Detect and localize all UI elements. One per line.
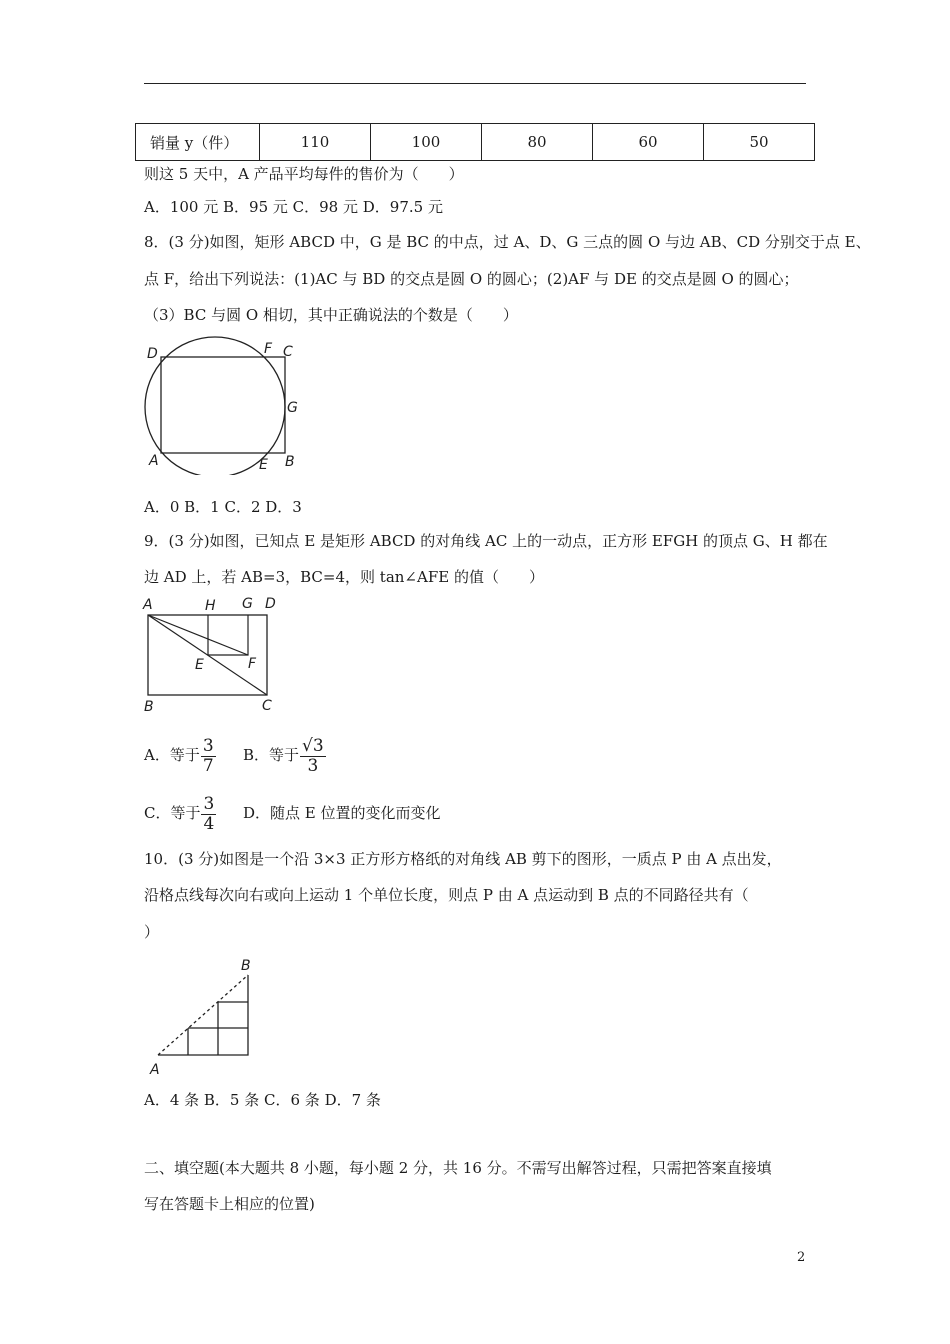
q8-line2: 点 F，给出下列说法：(1)AC 与 BD 的交点是圆 O 的圆心；(2)AF 与 DE 的交点是圆 O 的圆心； <box>144 270 799 288</box>
q10-label-a: A <box>150 1062 160 1078</box>
q7-options: A．100 元 B．95 元 C．98 元 D．97.5 元 <box>144 198 443 216</box>
q8-options: A．0 B．1 C．2 D．3 <box>144 498 302 516</box>
table-row <box>136 124 815 161</box>
q8-label-f: F <box>264 341 273 357</box>
q9-label-d: D <box>265 596 276 612</box>
header-rule <box>144 83 806 84</box>
q8-label-e: E <box>259 457 268 473</box>
q8-label-a: A <box>149 453 159 469</box>
q10-diagonal-ab <box>158 975 248 1055</box>
q9-option-b-prefix: B．等于 <box>243 746 300 764</box>
table-cell: 50 <box>704 124 815 161</box>
q9-label-b: B <box>144 699 154 715</box>
q8-circle <box>145 337 285 475</box>
q9-option-b-fraction <box>300 737 326 776</box>
table-header-cell: 销量 y（件） <box>136 124 260 161</box>
q9-line2: 边 AD 上，若 AB=3，BC=4，则 tan∠AFE 的值（ ） <box>144 568 544 586</box>
sales-table <box>135 123 815 161</box>
q9-option-d: D．随点 E 位置的变化而变化 <box>243 804 441 822</box>
q9-option-c <box>144 793 216 834</box>
q8-label-b: B <box>285 454 295 470</box>
q9-option-a-fraction <box>201 737 216 776</box>
section2-line1: 二、填空题(本大题共 8 小题，每小题 2 分，共 16 分。不需写出解答过程，只需把答案直接填 <box>144 1159 772 1177</box>
q10-line1: 10．(3 分)如图是一个沿 3×3 正方形方格纸的对角线 AB 剪下的图形，一质点 P 由 A 点出发， <box>144 850 782 868</box>
fraction-numerator: 3 <box>202 735 214 756</box>
fraction-denominator: 7 <box>202 755 214 776</box>
q7-stem: 则这 5 天中，A 产品平均每件的售价为（ ） <box>144 165 464 183</box>
table-cell: 60 <box>593 124 704 161</box>
q8-label-d: D <box>147 346 158 362</box>
fraction-denominator: 4 <box>203 813 215 834</box>
q9-figure <box>135 593 290 718</box>
q8-figure <box>135 335 310 475</box>
q8-label-c: C <box>283 344 293 360</box>
q9-label-h: H <box>205 598 216 614</box>
q8-label-g: G <box>287 400 298 416</box>
table-cell: 80 <box>482 124 593 161</box>
q10-options: A．4 条 B．5 条 C．6 条 D．7 条 <box>144 1091 381 1109</box>
q9-label-c: C <box>262 698 272 714</box>
q10-line2: 沿格点线每次向右或向上运动 1 个单位长度，则点 P 由 A 点运动到 B 点的不同路径共有（ <box>144 886 749 904</box>
q9-option-a <box>144 735 216 776</box>
table-cell: 110 <box>260 124 371 161</box>
q9-label-g: G <box>242 596 253 612</box>
q9-label-e: E <box>195 657 204 673</box>
q9-option-c-fraction <box>201 795 216 834</box>
fraction-numerator: √3 <box>302 735 324 756</box>
q9-square <box>208 615 248 655</box>
q9-option-c-prefix: C．等于 <box>144 804 201 822</box>
q9-label-f: F <box>248 656 257 672</box>
page-number: 2 <box>797 1250 806 1265</box>
fraction-numerator: 3 <box>203 793 215 814</box>
q10-label-b: B <box>241 958 251 974</box>
q9-option-b <box>243 735 326 776</box>
q10-line3: ） <box>144 923 160 941</box>
q9-option-a-prefix: A．等于 <box>144 746 200 764</box>
q8-line1: 8．(3 分)如图，矩形 ABCD 中，G 是 BC 的中点，过 A、D、G 三点的圆 O 与边 AB、CD 分别交于点 E、 <box>144 233 871 251</box>
fraction-denominator: 3 <box>307 755 319 776</box>
section2-line2: 写在答题卡上相应的位置) <box>144 1195 315 1213</box>
q10-figure <box>140 952 270 1080</box>
q8-line3: （3）BC 与圆 O 相切，其中正确说法的个数是（ ） <box>144 306 518 324</box>
q9-line1: 9．(3 分)如图，已知点 E 是矩形 ABCD 的对角线 AC 上的一动点，正方形 EFGH 的顶点 G、H 都在 <box>144 532 828 550</box>
q8-rectangle <box>161 357 285 453</box>
table-cell: 100 <box>371 124 482 161</box>
q9-label-a: A <box>143 597 153 613</box>
